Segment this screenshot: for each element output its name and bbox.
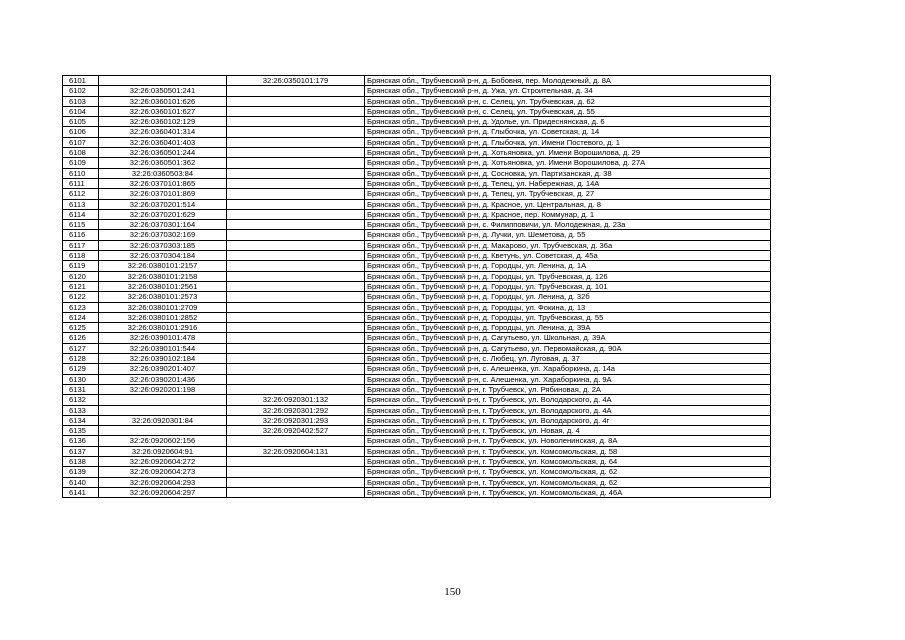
address-cell: Брянская обл., Трубчевский р-н, д. Телец, ул. Набережная, д. 14А (365, 178, 771, 188)
row-number-cell: 6111 (63, 178, 99, 188)
cadastral-number-building-cell (227, 137, 365, 147)
row-number-cell: 6116 (63, 230, 99, 240)
cadastral-number-building-cell (227, 158, 365, 168)
table-row (63, 127, 771, 137)
cadastral-number-building-cell (227, 281, 365, 291)
row-number-cell: 6105 (63, 117, 99, 127)
cadastral-number-land-cell: 32:26:0380101:2561 (99, 281, 227, 291)
row-number-cell: 6103 (63, 96, 99, 106)
address-cell: Брянская обл., Трубчевский р-н, г. Трубчевск, ул. Рябиновая, д. 2А (365, 384, 771, 394)
cadastral-number-land-cell: 32:26:0920604:272 (99, 456, 227, 466)
cadastral-number-land-cell: 32:26:0380101:2157 (99, 261, 227, 271)
table-row (63, 76, 771, 86)
table-row (63, 86, 771, 96)
cadastral-number-building-cell (227, 384, 365, 394)
address-cell: Брянская обл., Трубчевский р-н, г. Трубчевск, ул. Комсомольская, д. 62 (365, 477, 771, 487)
cadastral-number-building-cell (227, 148, 365, 158)
row-number-cell: 6134 (63, 415, 99, 425)
address-cell: Брянская обл., Трубчевский р-н, д. Сагутьево, ул. Первомайская, д. 90А (365, 343, 771, 353)
address-cell: Брянская обл., Трубчевский р-н, с. Селец, ул. Трубчевская, д. 55 (365, 106, 771, 116)
cadastral-number-land-cell: 32:26:0390201:407 (99, 364, 227, 374)
cadastral-number-building-cell: 32:26:0920604:131 (227, 446, 365, 456)
cadastral-number-building-cell (227, 271, 365, 281)
row-number-cell: 6137 (63, 446, 99, 456)
table-row (63, 302, 771, 312)
cadastral-number-building-cell (227, 333, 365, 343)
table-row (63, 209, 771, 219)
table-row (63, 487, 771, 497)
row-number-cell: 6117 (63, 240, 99, 250)
table-row (63, 333, 771, 343)
cadastral-number-land-cell: 32:26:0920602:156 (99, 436, 227, 446)
address-cell: Брянская обл., Трубчевский р-н, д. Красное, пер. Коммунар, д. 1 (365, 209, 771, 219)
cadastral-number-building-cell (227, 302, 365, 312)
row-number-cell: 6121 (63, 281, 99, 291)
table-row (63, 374, 771, 384)
address-cell: Брянская обл., Трубчевский р-н, г. Трубчевск, ул. Комсомольская, д. 58 (365, 446, 771, 456)
table-row (63, 137, 771, 147)
address-cell: Брянская обл., Трубчевский р-н, д. Удолье, ул. Придеснянская, д. 6 (365, 117, 771, 127)
row-number-cell: 6136 (63, 436, 99, 446)
cadastral-number-land-cell: 32:26:0370101:869 (99, 189, 227, 199)
cadastral-number-land-cell: 32:26:0920604:273 (99, 467, 227, 477)
table-row (63, 477, 771, 487)
table-row (63, 384, 771, 394)
row-number-cell: 6112 (63, 189, 99, 199)
cadastral-number-building-cell (227, 343, 365, 353)
row-number-cell: 6113 (63, 199, 99, 209)
row-number-cell: 6118 (63, 251, 99, 261)
address-cell: Брянская обл., Трубчевский р-н, д. Городцы, ул. Трубчевская, д. 101 (365, 281, 771, 291)
table-row (63, 261, 771, 271)
address-cell: Брянская обл., Трубчевский р-н, д. Глыбочка, ул. Имени Постевого, д. 1 (365, 137, 771, 147)
address-cell: Брянская обл., Трубчевский р-н, д. Макарово, ул. Трубчевская, д. 36а (365, 240, 771, 250)
cadastral-number-land-cell: 32:26:0920201:198 (99, 384, 227, 394)
row-number-cell: 6122 (63, 292, 99, 302)
table-row (63, 271, 771, 281)
cadastral-number-land-cell: 32:26:0360503:84 (99, 168, 227, 178)
cadastral-number-building-cell (227, 168, 365, 178)
cadastral-number-building-cell (227, 323, 365, 333)
table-body (63, 76, 771, 498)
address-cell: Брянская обл., Трубчевский р-н, г. Трубчевск, ул. Новоленинская, д. 8А (365, 436, 771, 446)
table-row (63, 281, 771, 291)
table-row (63, 96, 771, 106)
address-cell: Брянская обл., Трубчевский р-н, д. Бобовня, пер. Молодежный, д. 8А (365, 76, 771, 86)
cadastral-number-building-cell (227, 209, 365, 219)
cadastral-number-building-cell (227, 117, 365, 127)
table-row (63, 220, 771, 230)
cadastral-number-building-cell (227, 86, 365, 96)
cadastral-number-land-cell: 32:26:0390101:478 (99, 333, 227, 343)
table-row (63, 292, 771, 302)
table-row (63, 446, 771, 456)
address-cell: Брянская обл., Трубчевский р-н, д. Хотьяновка, ул. Имени Ворошилова, д. 27А (365, 158, 771, 168)
document-page (62, 75, 770, 498)
table-row (63, 168, 771, 178)
page-number: 150 (444, 586, 461, 598)
address-cell: Брянская обл., Трубчевский р-н, с. Филипповичи, ул. Молодежная, д. 23а (365, 220, 771, 230)
cadastral-number-land-cell: 32:26:0370101:865 (99, 178, 227, 188)
cadastral-number-land-cell: 32:26:0920301:84 (99, 415, 227, 425)
table-row (63, 158, 771, 168)
cadastral-number-land-cell: 32:26:0370201:629 (99, 209, 227, 219)
row-number-cell: 6126 (63, 333, 99, 343)
row-number-cell: 6138 (63, 456, 99, 466)
cadastral-number-building-cell (227, 220, 365, 230)
table-row (63, 436, 771, 446)
row-number-cell: 6141 (63, 487, 99, 497)
cadastral-number-building-cell (227, 477, 365, 487)
cadastral-number-land-cell (99, 395, 227, 405)
table-row (63, 117, 771, 127)
table-row (63, 189, 771, 199)
cadastral-number-land-cell: 32:26:0380101:2709 (99, 302, 227, 312)
cadastral-number-land-cell (99, 426, 227, 436)
cadastral-number-land-cell: 32:26:0380101:2573 (99, 292, 227, 302)
address-cell: Брянская обл., Трубчевский р-н, с. Селец, ул. Трубчевская, д. 62 (365, 96, 771, 106)
table-row (63, 364, 771, 374)
row-number-cell: 6114 (63, 209, 99, 219)
address-cell: Брянская обл., Трубчевский р-н, д. Красное, ул. Центральная, д. 8 (365, 199, 771, 209)
table-row (63, 467, 771, 477)
cadastral-number-building-cell (227, 106, 365, 116)
cadastral-number-building-cell (227, 178, 365, 188)
row-number-cell: 6109 (63, 158, 99, 168)
cadastral-number-building-cell (227, 436, 365, 446)
cadastral-number-land-cell: 32:26:0360501:362 (99, 158, 227, 168)
cadastral-number-land-cell: 32:26:0380101:2916 (99, 323, 227, 333)
address-cell: Брянская обл., Трубчевский р-н, д. Сосновка, ул. Партизанская, д. 38 (365, 168, 771, 178)
address-cell: Брянская обл., Трубчевский р-н, д. Лучки, ул. Шеметова, д. 55 (365, 230, 771, 240)
cadastral-number-land-cell: 32:26:0370304:184 (99, 251, 227, 261)
row-number-cell: 6106 (63, 127, 99, 137)
address-cell: Брянская обл., Трубчевский р-н, с. Любец, ул. Луговая, д. 37 (365, 354, 771, 364)
cadastral-number-building-cell (227, 292, 365, 302)
row-number-cell: 6123 (63, 302, 99, 312)
cadastral-number-land-cell: 32:26:0370303:185 (99, 240, 227, 250)
address-cell: Брянская обл., Трубчевский р-н, г. Трубчевск, ул. Володарского, д. 4А (365, 405, 771, 415)
row-number-cell: 6125 (63, 323, 99, 333)
table-row (63, 426, 771, 436)
cadastral-number-land-cell: 32:26:0360501:244 (99, 148, 227, 158)
cadastral-number-building-cell (227, 467, 365, 477)
table-row (63, 405, 771, 415)
cadastral-number-building-cell (227, 487, 365, 497)
row-number-cell: 6101 (63, 76, 99, 86)
table-row (63, 251, 771, 261)
cadastral-number-building-cell: 32:26:0350101:179 (227, 76, 365, 86)
address-cell: Брянская обл., Трубчевский р-н, г. Трубчевск, ул. Комсомольская, д. 46А (365, 487, 771, 497)
cadastral-number-land-cell: 32:26:0370201:514 (99, 199, 227, 209)
row-number-cell: 6130 (63, 374, 99, 384)
cadastral-number-land-cell: 32:26:0360101:626 (99, 96, 227, 106)
row-number-cell: 6108 (63, 148, 99, 158)
table-row (63, 354, 771, 364)
cadastral-number-building-cell: 32:26:0920301:132 (227, 395, 365, 405)
cadastral-number-land-cell: 32:26:0380101:2158 (99, 271, 227, 281)
address-cell: Брянская обл., Трубчевский р-н, д. Сагутьево, ул. Школьная, д. 39А (365, 333, 771, 343)
address-cell: Брянская обл., Трубчевский р-н, г. Трубчевск, ул. Володарского, д. 4г (365, 415, 771, 425)
cadastral-number-land-cell: 32:26:0370302:169 (99, 230, 227, 240)
row-number-cell: 6127 (63, 343, 99, 353)
cadastral-number-building-cell (227, 230, 365, 240)
address-cell: Брянская обл., Трубчевский р-н, д. Городцы, ул. Ленина, д. 39А (365, 323, 771, 333)
row-number-cell: 6104 (63, 106, 99, 116)
cadastral-number-land-cell: 32:26:0920604:297 (99, 487, 227, 497)
property-table (62, 75, 771, 498)
cadastral-number-building-cell (227, 189, 365, 199)
cadastral-number-building-cell (227, 261, 365, 271)
address-cell: Брянская обл., Трубчевский р-н, д. Хотьяновка, ул. Имени Ворошилова, д. 29 (365, 148, 771, 158)
table-row (63, 230, 771, 240)
cadastral-number-land-cell: 32:26:0920604:293 (99, 477, 227, 487)
address-cell: Брянская обл., Трубчевский р-н, г. Трубчевск, ул. Комсомольская, д. 62 (365, 467, 771, 477)
table-row (63, 395, 771, 405)
row-number-cell: 6102 (63, 86, 99, 96)
row-number-cell: 6135 (63, 426, 99, 436)
address-cell: Брянская обл., Трубчевский р-н, д. Глыбочка, ул. Советская, д. 14 (365, 127, 771, 137)
row-number-cell: 6110 (63, 168, 99, 178)
table-row (63, 323, 771, 333)
cadastral-number-building-cell (227, 127, 365, 137)
row-number-cell: 6140 (63, 477, 99, 487)
address-cell: Брянская обл., Трубчевский р-н, д. Городцы, ул. Трубчевская, д. 55 (365, 312, 771, 322)
table-row (63, 456, 771, 466)
row-number-cell: 6120 (63, 271, 99, 281)
table-row (63, 240, 771, 250)
cadastral-number-land-cell: 32:26:0350501:241 (99, 86, 227, 96)
address-cell: Брянская обл., Трубчевский р-н, д. Телец, ул. Трубчевская, д. 27 (365, 189, 771, 199)
address-cell: Брянская обл., Трубчевский р-н, г. Трубчевск, ул. Новая, д. 4 (365, 426, 771, 436)
row-number-cell: 6129 (63, 364, 99, 374)
table-row (63, 312, 771, 322)
cadastral-number-land-cell: 32:26:0390101:544 (99, 343, 227, 353)
row-number-cell: 6115 (63, 220, 99, 230)
cadastral-number-building-cell (227, 374, 365, 384)
cadastral-number-building-cell: 32:26:0920301:292 (227, 405, 365, 415)
address-cell: Брянская обл., Трубчевский р-н, д. Городцы, ул. Ленина, д. 1А (365, 261, 771, 271)
cadastral-number-building-cell: 32:26:0920402:527 (227, 426, 365, 436)
cadastral-number-building-cell (227, 251, 365, 261)
cadastral-number-building-cell (227, 312, 365, 322)
address-cell: Брянская обл., Трубчевский р-н, д. Ужа, ул. Строительная, д. 34 (365, 86, 771, 96)
cadastral-number-building-cell (227, 240, 365, 250)
cadastral-number-building-cell (227, 354, 365, 364)
cadastral-number-building-cell (227, 199, 365, 209)
table-row (63, 199, 771, 209)
row-number-cell: 6139 (63, 467, 99, 477)
address-cell: Брянская обл., Трубчевский р-н, д. Городцы, ул. Трубчевская, д. 126 (365, 271, 771, 281)
address-cell: Брянская обл., Трубчевский р-н, д. Городцы, ул. Ленина, д. 32б (365, 292, 771, 302)
cadastral-number-building-cell (227, 96, 365, 106)
table-row (63, 106, 771, 116)
cadastral-number-land-cell: 32:26:0390102:184 (99, 354, 227, 364)
address-cell: Брянская обл., Трубчевский р-н, д. Кветунь, ул. Советская, д. 45а (365, 251, 771, 261)
address-cell: Брянская обл., Трубчевский р-н, г. Трубчевск, ул. Володарского, д. 4А (365, 395, 771, 405)
table-row (63, 178, 771, 188)
row-number-cell: 6133 (63, 405, 99, 415)
cadastral-number-land-cell: 32:26:0360401:314 (99, 127, 227, 137)
address-cell: Брянская обл., Трубчевский р-н, с. Алешенка, ул. Хараборкина, д. 14а (365, 364, 771, 374)
address-cell: Брянская обл., Трубчевский р-н, г. Трубчевск, ул. Комсомольская, д. 64 (365, 456, 771, 466)
table-row (63, 343, 771, 353)
table-row (63, 148, 771, 158)
cadastral-number-land-cell (99, 405, 227, 415)
table-row (63, 415, 771, 425)
cadastral-number-land-cell: 32:26:0360401:403 (99, 137, 227, 147)
row-number-cell: 6119 (63, 261, 99, 271)
cadastral-number-land-cell: 32:26:0370301:164 (99, 220, 227, 230)
address-cell: Брянская обл., Трубчевский р-н, д. Городцы, ул. Фокина, д. 13 (365, 302, 771, 312)
row-number-cell: 6132 (63, 395, 99, 405)
row-number-cell: 6131 (63, 384, 99, 394)
address-cell: Брянская обл., Трубчевский р-н, с. Алешенка, ул. Хараборкина, д. 9А (365, 374, 771, 384)
cadastral-number-land-cell: 32:26:0360102:129 (99, 117, 227, 127)
row-number-cell: 6128 (63, 354, 99, 364)
row-number-cell: 6124 (63, 312, 99, 322)
cadastral-number-land-cell: 32:26:0390201:436 (99, 374, 227, 384)
cadastral-number-land-cell: 32:26:0360101:627 (99, 106, 227, 116)
cadastral-number-land-cell: 32:26:0920604:91 (99, 446, 227, 456)
cadastral-number-land-cell (99, 76, 227, 86)
cadastral-number-land-cell: 32:26:0380101:2852 (99, 312, 227, 322)
row-number-cell: 6107 (63, 137, 99, 147)
cadastral-number-building-cell: 32:26:0920301:293 (227, 415, 365, 425)
cadastral-number-building-cell (227, 364, 365, 374)
cadastral-number-building-cell (227, 456, 365, 466)
